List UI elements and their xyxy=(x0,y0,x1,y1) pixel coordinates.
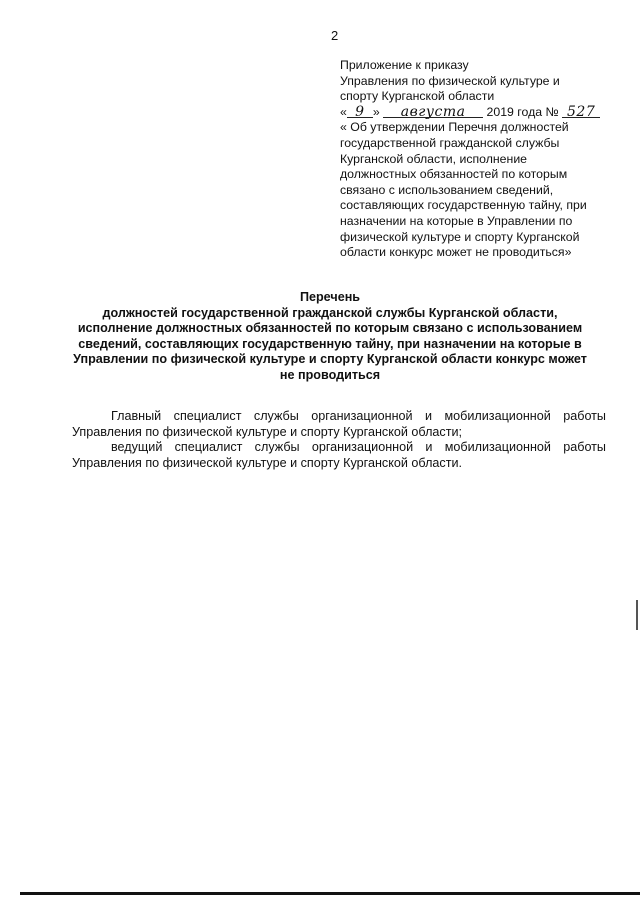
handwritten-order-number: 527 xyxy=(562,105,600,119)
subject-line: составляющих государственную тайну, при xyxy=(340,198,587,213)
date-year-text: 2019 года № xyxy=(486,104,559,119)
order-date-line xyxy=(340,105,610,121)
date-open-quote: « xyxy=(340,104,347,119)
title-heading: Перечень xyxy=(299,290,361,304)
subject-line: Курганской области, исполнение xyxy=(340,151,528,166)
appendix-line: спорту Курганской области xyxy=(340,89,495,104)
page-number: 2 xyxy=(331,28,339,43)
title-line: Управлении по физической культуре и спорту Курганской области конкурс может xyxy=(73,352,587,367)
title-line: должностей государственной гражданской службы Курганской области, xyxy=(102,305,558,320)
appendix-block xyxy=(340,58,610,261)
appendix-line: Приложение к приказу xyxy=(340,58,469,72)
positions-list xyxy=(72,409,606,471)
handwritten-month: августа xyxy=(383,105,483,119)
scan-bottom-rule xyxy=(20,892,640,895)
subject-line: физической культуре и спорту Курганской xyxy=(340,229,580,244)
position-item: Главный специалист службы организационной и мобилизационной работы Управления по физической культуре и спорту Курганской области; xyxy=(72,409,606,439)
title-line: исполнение должностных обязанностей по которым связано с использованием xyxy=(77,321,583,336)
subject-line: связано с использованием сведений, xyxy=(340,182,554,197)
subject-line: назначении на которые в Управлении по xyxy=(340,213,573,228)
position-item: ведущий специалист службы организационной и мобилизационной работы Управления по физической культуре и спорту Курганской области. xyxy=(72,440,606,470)
document-title xyxy=(60,290,600,384)
appendix-line: Управления по физической культуре и xyxy=(340,73,560,88)
title-line: сведений, составляющих государственную тайну, при назначении на которые в xyxy=(78,336,582,351)
subject-line: « Об утверждении Перечня должностей xyxy=(340,120,569,135)
subject-line: области конкурс может не проводиться» xyxy=(340,245,572,260)
scan-edge-mark xyxy=(636,600,638,630)
handwritten-day: 9 xyxy=(347,105,373,119)
subject-line: государственной гражданской службы xyxy=(340,135,560,150)
subject-line: должностных обязанностей по которым xyxy=(340,167,568,182)
date-close-quote: » xyxy=(372,104,380,119)
title-line: не проводиться xyxy=(279,367,381,382)
